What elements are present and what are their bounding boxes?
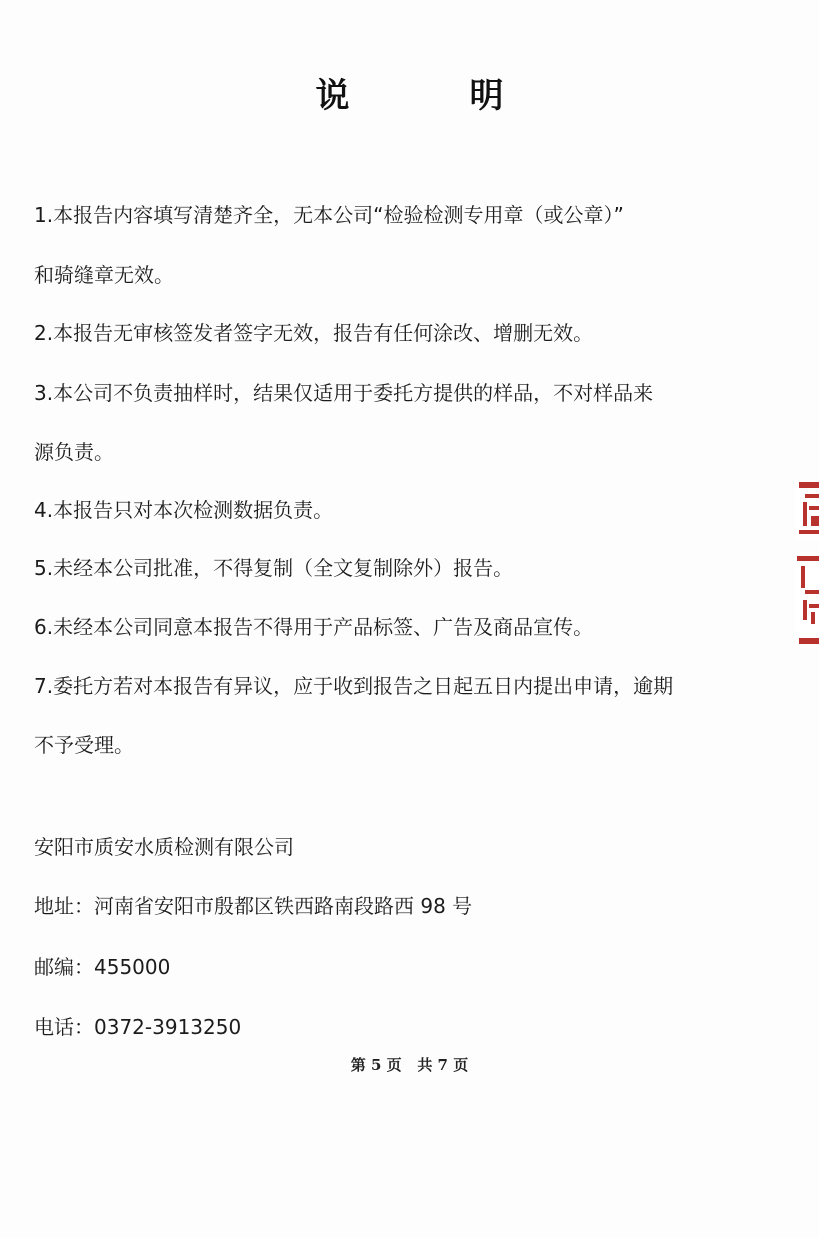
note-line-4: 3.本公司不负责抽样时，结果仅适用于委托方提供的样品，不对样品来 bbox=[34, 381, 654, 405]
page-indicator: 第 5 页 共 7 页 bbox=[350, 1056, 469, 1074]
company-address: 地址：河南省安阳市殷都区铁西路南段路西 98 号 bbox=[34, 894, 473, 918]
note-line-5: 源负责。 bbox=[34, 440, 114, 464]
note-line-3: 2.本报告无审核签发者签字无效，报告有任何涂改、增删无效。 bbox=[34, 321, 594, 345]
note-line-8: 6.未经本公司同意本报告不得用于产品标签、广告及商品宣传。 bbox=[34, 615, 594, 639]
note-line-6: 4.本报告只对本次检测数据负责。 bbox=[34, 498, 334, 522]
note-line-7: 5.未经本公司批准，不得复制（全文复制除外）报告。 bbox=[34, 556, 514, 580]
company-name: 安阳市质安水质检测有限公司 bbox=[34, 835, 294, 859]
company-phone: 电话：0372-3913250 bbox=[34, 1015, 242, 1039]
title-char-2: 明 bbox=[469, 76, 504, 116]
note-line-10: 不予受理。 bbox=[34, 733, 134, 757]
note-line-2: 和骑缝章无效。 bbox=[34, 263, 174, 287]
title-char-1: 说 bbox=[315, 76, 350, 116]
note-line-9: 7.委托方若对本报告有异议，应于收到报告之日起五日内提出申请，逾期 bbox=[34, 674, 674, 698]
note-line-1: 1.本报告内容填写清楚齐全，无本公司“检验检测专用章（或公章）” bbox=[34, 203, 624, 227]
seal-fragment-bottom bbox=[795, 552, 819, 648]
seal-fragment-top bbox=[795, 480, 819, 540]
company-postcode: 邮编：455000 bbox=[34, 955, 171, 979]
page-title bbox=[0, 68, 819, 117]
